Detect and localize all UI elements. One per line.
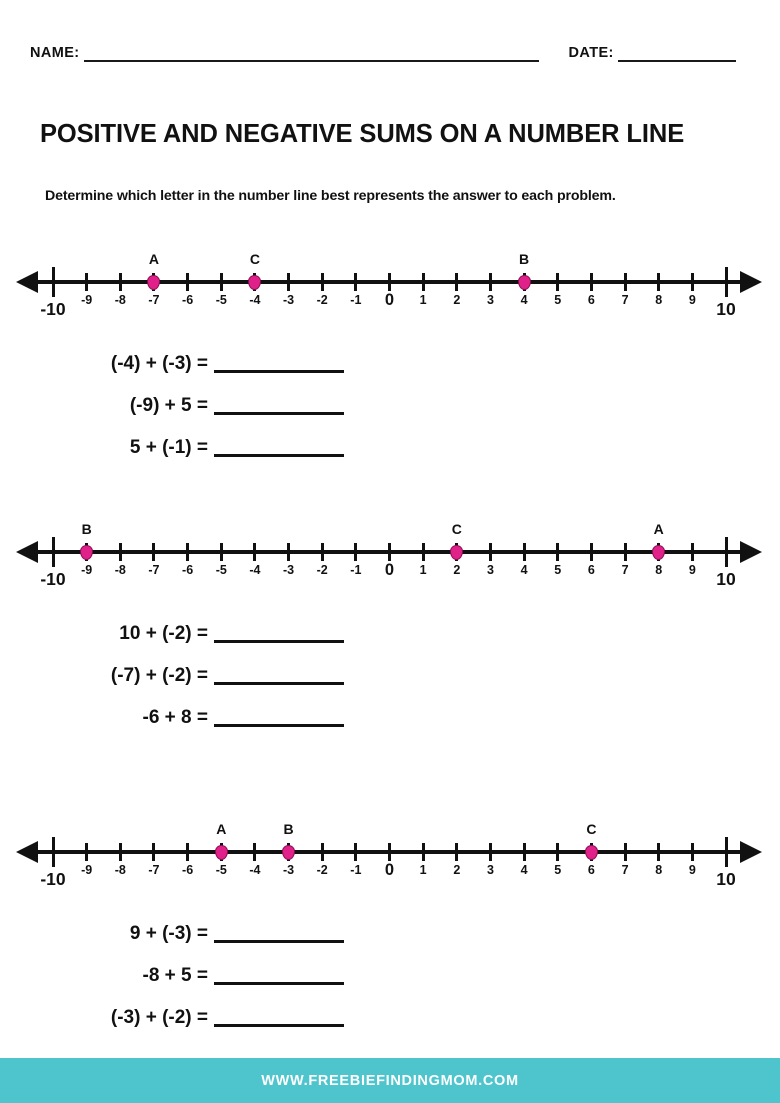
tick-label: -6 bbox=[182, 863, 194, 877]
instructions-text: Determine which letter in the number line best represents the answer to each problem. bbox=[45, 188, 616, 204]
marker-label: B bbox=[519, 251, 530, 267]
tick-mark bbox=[657, 843, 660, 861]
worksheet-section-1 bbox=[0, 252, 780, 460]
tick-mark bbox=[624, 543, 627, 561]
number-line-marker[interactable] bbox=[652, 545, 665, 560]
tick-mark bbox=[725, 837, 728, 867]
problem-row bbox=[0, 646, 780, 688]
tick-label: 0 bbox=[384, 861, 395, 879]
problem-expression: 5 + (-1) = bbox=[129, 437, 208, 458]
tick-mark bbox=[388, 843, 391, 861]
tick-mark bbox=[422, 543, 425, 561]
problem-row bbox=[0, 946, 780, 988]
tick-mark bbox=[85, 273, 88, 291]
tick-mark bbox=[287, 273, 290, 291]
tick-label: -8 bbox=[114, 863, 126, 877]
tick-mark bbox=[354, 543, 357, 561]
tick-label: 7 bbox=[621, 563, 629, 577]
marker-label: A bbox=[653, 521, 664, 537]
problem-list-3 bbox=[0, 886, 780, 1030]
marker-label: A bbox=[148, 251, 159, 267]
name-input-line[interactable] bbox=[84, 59, 539, 62]
problem-expression: (-7) + (-2) = bbox=[110, 665, 208, 686]
problem-expression: (-9) + 5 = bbox=[129, 395, 208, 416]
marker-label: B bbox=[283, 821, 294, 837]
tick-mark bbox=[624, 843, 627, 861]
tick-label: 9 bbox=[688, 863, 696, 877]
tick-mark bbox=[388, 273, 391, 291]
tick-label: 10 bbox=[716, 869, 736, 889]
tick-label: -7 bbox=[148, 563, 160, 577]
tick-mark bbox=[624, 273, 627, 291]
number-line-marker[interactable] bbox=[248, 275, 261, 290]
tick-label: 0 bbox=[384, 291, 395, 309]
tick-label: -2 bbox=[316, 563, 328, 577]
tick-label: -10 bbox=[40, 569, 66, 589]
tick-label: 2 bbox=[453, 293, 461, 307]
tick-label: -7 bbox=[148, 293, 160, 307]
tick-mark bbox=[287, 543, 290, 561]
tick-label: -10 bbox=[40, 299, 66, 319]
tick-label: 4 bbox=[520, 563, 528, 577]
answer-input-line[interactable] bbox=[214, 1023, 344, 1027]
tick-label: -3 bbox=[282, 293, 295, 307]
tick-label: -1 bbox=[350, 863, 362, 877]
problem-row bbox=[0, 334, 780, 376]
tick-label: 10 bbox=[716, 569, 736, 589]
tick-mark bbox=[253, 543, 256, 561]
page-title: POSITIVE AND NEGATIVE SUMS ON A NUMBER LINE bbox=[40, 120, 685, 148]
number-line-marker[interactable] bbox=[80, 545, 93, 560]
tick-label: 5 bbox=[554, 863, 562, 877]
tick-label: -9 bbox=[81, 293, 93, 307]
tick-mark bbox=[657, 273, 660, 291]
tick-label: -3 bbox=[282, 863, 295, 877]
tick-mark bbox=[489, 273, 492, 291]
tick-label: 1 bbox=[419, 863, 427, 877]
tick-label: 2 bbox=[453, 863, 461, 877]
problem-row bbox=[0, 904, 780, 946]
tick-mark bbox=[321, 273, 324, 291]
student-info-row bbox=[0, 36, 780, 62]
arrow-left-icon bbox=[16, 271, 38, 293]
tick-label: -7 bbox=[148, 863, 160, 877]
tick-label: -10 bbox=[40, 869, 66, 889]
tick-mark bbox=[119, 273, 122, 291]
arrow-left-icon bbox=[16, 841, 38, 863]
problem-row bbox=[0, 418, 780, 460]
problem-expression: -8 + 5 = bbox=[142, 965, 208, 986]
problem-row bbox=[0, 376, 780, 418]
tick-mark bbox=[691, 273, 694, 291]
tick-label: -9 bbox=[81, 563, 93, 577]
answer-input-line[interactable] bbox=[214, 369, 344, 373]
tick-mark bbox=[725, 267, 728, 297]
tick-mark bbox=[220, 543, 223, 561]
tick-mark bbox=[152, 843, 155, 861]
tick-label: 5 bbox=[554, 563, 562, 577]
tick-label: -6 bbox=[182, 293, 194, 307]
tick-label: 8 bbox=[655, 863, 663, 877]
tick-label: -6 bbox=[182, 563, 194, 577]
tick-label: 9 bbox=[688, 293, 696, 307]
tick-label: -2 bbox=[316, 863, 328, 877]
problem-expression: (-4) + (-3) = bbox=[110, 353, 208, 374]
tick-label: 3 bbox=[486, 563, 494, 577]
tick-label: 3 bbox=[486, 863, 494, 877]
tick-mark bbox=[253, 843, 256, 861]
footer-bar bbox=[0, 1058, 780, 1103]
tick-mark bbox=[590, 273, 593, 291]
answer-input-line[interactable] bbox=[214, 411, 344, 415]
tick-label: 10 bbox=[716, 299, 736, 319]
tick-label: 2 bbox=[453, 563, 461, 577]
tick-label: 8 bbox=[655, 293, 663, 307]
tick-mark bbox=[52, 267, 55, 297]
tick-label: -8 bbox=[114, 563, 126, 577]
tick-mark bbox=[725, 537, 728, 567]
arrow-right-icon bbox=[740, 271, 762, 293]
answer-input-line[interactable] bbox=[214, 939, 344, 943]
marker-label: C bbox=[586, 821, 597, 837]
tick-mark bbox=[354, 273, 357, 291]
tick-label: 7 bbox=[621, 293, 629, 307]
tick-mark bbox=[85, 843, 88, 861]
tick-mark bbox=[186, 543, 189, 561]
marker-label: C bbox=[249, 251, 260, 267]
problem-list-2 bbox=[0, 586, 780, 730]
tick-label: -9 bbox=[81, 863, 93, 877]
number-line-marker[interactable] bbox=[450, 545, 463, 560]
worksheet-section-2 bbox=[0, 522, 780, 730]
tick-label: -1 bbox=[350, 563, 362, 577]
tick-mark bbox=[556, 543, 559, 561]
marker-label: B bbox=[81, 521, 92, 537]
worksheet-section-3 bbox=[0, 822, 780, 1030]
problem-expression: 10 + (-2) = bbox=[119, 623, 208, 644]
tick-mark bbox=[321, 543, 324, 561]
date-input-line[interactable] bbox=[618, 59, 736, 62]
arrow-right-icon bbox=[740, 841, 762, 863]
problem-expression: (-3) + (-2) = bbox=[110, 1007, 208, 1028]
tick-mark bbox=[321, 843, 324, 861]
answer-input-line[interactable] bbox=[214, 639, 344, 643]
answer-input-line[interactable] bbox=[214, 981, 344, 985]
tick-mark bbox=[119, 543, 122, 561]
tick-label: 8 bbox=[655, 563, 663, 577]
tick-mark bbox=[691, 843, 694, 861]
arrow-right-icon bbox=[740, 541, 762, 563]
tick-label: 0 bbox=[384, 561, 395, 579]
problem-expression: 9 + (-3) = bbox=[129, 923, 208, 944]
tick-mark bbox=[119, 843, 122, 861]
tick-mark bbox=[691, 543, 694, 561]
tick-mark bbox=[455, 273, 458, 291]
tick-label: -8 bbox=[114, 293, 126, 307]
tick-mark bbox=[186, 843, 189, 861]
problem-expression: -6 + 8 = bbox=[142, 707, 208, 728]
tick-mark bbox=[186, 273, 189, 291]
problem-list-1 bbox=[0, 316, 780, 460]
answer-input-line[interactable] bbox=[214, 453, 344, 457]
tick-label: 6 bbox=[587, 293, 595, 307]
tick-label: -5 bbox=[215, 293, 227, 307]
tick-mark bbox=[220, 273, 223, 291]
number-line-marker[interactable] bbox=[215, 845, 228, 860]
tick-mark bbox=[556, 843, 559, 861]
number-line-marker[interactable] bbox=[282, 845, 295, 860]
number-line-marker[interactable] bbox=[147, 275, 160, 290]
marker-label: A bbox=[216, 821, 227, 837]
marker-label: C bbox=[451, 521, 462, 537]
tick-label: -3 bbox=[282, 563, 295, 577]
arrow-left-icon bbox=[16, 541, 38, 563]
tick-label: -4 bbox=[249, 293, 261, 307]
footer-url[interactable]: WWW.FREEBIEFINDINGMOM.COM bbox=[261, 1072, 519, 1089]
tick-label: 5 bbox=[554, 293, 562, 307]
tick-label: -4 bbox=[249, 863, 261, 877]
answer-input-line[interactable] bbox=[214, 681, 344, 685]
problem-row bbox=[0, 988, 780, 1030]
tick-label: 4 bbox=[520, 293, 528, 307]
tick-mark bbox=[152, 543, 155, 561]
tick-label: 1 bbox=[419, 563, 427, 577]
tick-label: -2 bbox=[316, 293, 328, 307]
date-label: DATE: bbox=[568, 44, 614, 61]
number-line-3 bbox=[0, 821, 780, 889]
tick-label: 1 bbox=[419, 293, 427, 307]
tick-mark bbox=[354, 843, 357, 861]
tick-label: 9 bbox=[688, 563, 696, 577]
number-line-marker[interactable] bbox=[518, 275, 531, 290]
tick-label: 3 bbox=[486, 293, 494, 307]
tick-mark bbox=[489, 843, 492, 861]
tick-mark bbox=[422, 273, 425, 291]
number-line-2 bbox=[0, 521, 780, 589]
tick-mark bbox=[52, 537, 55, 567]
tick-label: -4 bbox=[249, 563, 261, 577]
problem-row bbox=[0, 688, 780, 730]
tick-mark bbox=[52, 837, 55, 867]
tick-mark bbox=[556, 273, 559, 291]
name-label: NAME: bbox=[30, 44, 80, 61]
number-line-marker[interactable] bbox=[585, 845, 598, 860]
tick-label: 7 bbox=[621, 863, 629, 877]
tick-label: -1 bbox=[350, 293, 362, 307]
tick-label: -5 bbox=[215, 563, 227, 577]
tick-mark bbox=[523, 543, 526, 561]
tick-label: -5 bbox=[215, 863, 227, 877]
tick-mark bbox=[422, 843, 425, 861]
tick-mark bbox=[489, 543, 492, 561]
problem-row bbox=[0, 604, 780, 646]
answer-input-line[interactable] bbox=[214, 723, 344, 727]
tick-mark bbox=[590, 543, 593, 561]
tick-mark bbox=[523, 843, 526, 861]
tick-label: 6 bbox=[587, 863, 595, 877]
tick-mark bbox=[455, 843, 458, 861]
tick-label: 6 bbox=[587, 563, 595, 577]
tick-mark bbox=[388, 543, 391, 561]
number-line-1 bbox=[0, 251, 780, 319]
tick-label: 4 bbox=[520, 863, 528, 877]
